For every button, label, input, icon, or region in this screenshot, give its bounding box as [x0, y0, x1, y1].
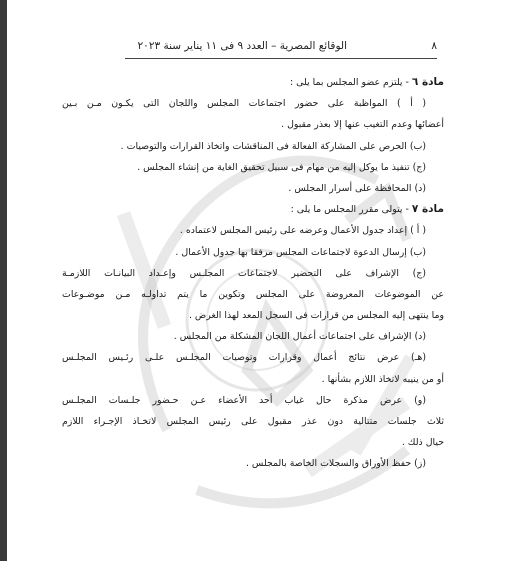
- article-label: مادة ٦: [411, 76, 444, 88]
- paragraph-line: (هـ) عرض نتائج أعمال وقرارات وتوصيات المجلـس علـى رئـيس المجلـس: [62, 352, 426, 364]
- page-number: ٨: [431, 40, 437, 52]
- paragraph-line: (ب) إرسال الدعوة لاجتماعات المجلس مرفقا بها جدول الأعمال .: [175, 246, 426, 258]
- article-label: مادة ٧: [411, 203, 444, 216]
- header-rule: [125, 58, 437, 59]
- article-text: - يتولى مقرر المجلس ما يلى :: [290, 204, 412, 216]
- paragraph-line: (ج) الإشراف على التحضير لاجتماعات المجلـس وإعـداد البيانـات اللازمـة: [62, 267, 426, 279]
- paragraph-line: أعضائها وعدم التغيب عنها إلا بعذر مقبول .: [281, 119, 444, 131]
- document-body: [62, 72, 444, 475]
- paragraph-line: ثلاث جلسات متتالية دون عذر مقبول على رئيس المجلس لاتخـاذ الإجـراء اللازم: [62, 416, 444, 427]
- article-6-heading: [62, 72, 444, 93]
- gazette-title: الوقائع المصرية – العدد ٩ فى ١١ يناير سنة ٢٠٢٣: [137, 40, 347, 52]
- paragraph-line: (د) الإشراف على اجتماعات أعمال اللجان المشكلة من المجلس .: [173, 331, 426, 343]
- window-left-edge: [0, 0, 7, 561]
- paragraph-line: أو من ينيبه لاتخاذ اللازم بشأنها .: [321, 373, 444, 385]
- paragraph-line: ( أ ) المواظبة على حضور اجتماعات المجلس واللجان التى يكـون مـن بـين: [62, 98, 426, 110]
- paragraph-line: حيال ذلك .: [401, 437, 444, 449]
- document-page: [7, 0, 510, 561]
- article-text: - يلتزم عضو المجلس بما يلى :: [290, 77, 412, 88]
- paragraph-line: (و) عرض مذكرة حال غياب أحد الأعضاء عـن حـضور جلـسات المجلـس: [62, 394, 426, 406]
- paragraph-line: وما ينتهى إليه المجلس من قرارات فى السجل المعد لهذا الغرض .: [188, 310, 444, 322]
- paragraph-line: (ز) حفظ الأوراق والسجلات الخاصة بالمجلس .: [245, 458, 426, 470]
- paragraph-line: (د) المحافظة على أسرار المجلس .: [288, 182, 426, 194]
- article-7-heading: [62, 199, 444, 220]
- paragraph-line: (ب) الحرص على المشاركة الفعالة فى المناقشات واتخاذ القرارات والتوصيات .: [120, 140, 426, 152]
- paragraph-line: ( أ ) إعداد جدول الأعمال وعرضه على رئيس المجلس لاعتماده .: [179, 225, 426, 237]
- paragraph-line: (ج) تنفيذ ما يوكل إليه من مهام فى سبيل تحقيق الغاية من إنشاء المجلس .: [137, 161, 426, 173]
- page-header: [37, 40, 437, 56]
- paragraph-line: عن الموضوعات المعروضة على المجلس وتكوين ما يتم تداولـه مـن موضـوعات: [62, 288, 444, 300]
